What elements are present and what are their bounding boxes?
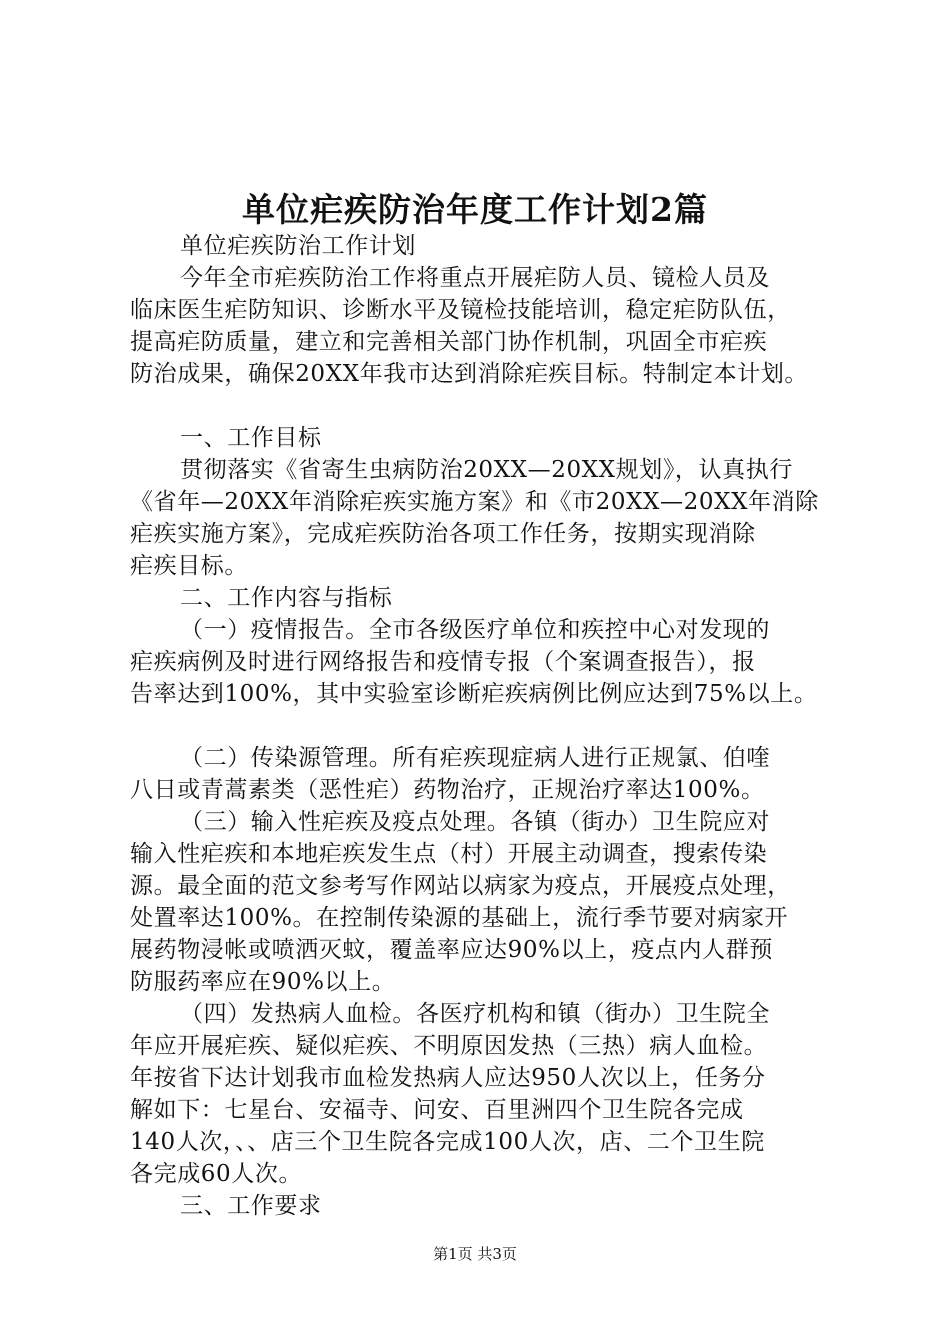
text-line: 一、工作目标 xyxy=(180,425,322,451)
text-line: 临床医生疟防知识、诊断水平及镜检技能培训，稳定疟防队伍， xyxy=(130,297,791,323)
text-line: 三、工作要求 xyxy=(180,1193,322,1219)
text-line: （四）发热病人血检。各医疗机构和镇（街办）卫生院全 xyxy=(180,1001,770,1027)
text-line: 源。最全面的范文参考写作网站以病家为疫点，开展疫点处理， xyxy=(130,873,791,899)
page-footer: 第1页 共3页 xyxy=(433,1245,517,1263)
text-line: （二）传染源管理。所有疟疾现症病人进行正规氯、伯喹 xyxy=(180,745,770,771)
text-line: 疟疾病例及时进行网络报告和疫情专报（个案调查报告），报 xyxy=(130,649,756,675)
text-line: 提高疟防质量，建立和完善相关部门协作机制，巩固全市疟疾 xyxy=(130,329,768,355)
text-line: 各完成60人次。 xyxy=(130,1161,303,1187)
text-line: 处置率达100%。在控制传染源的基础上，流行季节要对病家开 xyxy=(130,905,789,931)
text-line: （一）疫情报告。全市各级医疗单位和疾控中心对发现的 xyxy=(180,617,770,643)
text-line: 输入性疟疾和本地疟疾发生点（村）开展主动调查，搜索传染 xyxy=(130,841,768,867)
text-line: 疟疾实施方案》，完成疟疾防治各项工作任务，按期实现消除 xyxy=(130,521,756,547)
text-line: 140人次，、、店三个卫生院各完成100人次，店、二个卫生院 xyxy=(130,1129,765,1155)
text-line: 年按省下达计划我市血检发热病人应达950人次以上，任务分 xyxy=(130,1065,766,1091)
text-line: （三）输入性疟疾及疫点处理。各镇（街办）卫生院应对 xyxy=(180,809,770,835)
text-line: 八日或青蒿素类（恶性疟）药物治疗，正规治疗率达100%。 xyxy=(130,777,765,803)
text-line: 今年全市疟疾防治工作将重点开展疟防人员、镜检人员及 xyxy=(180,265,770,291)
document-title: 单位疟疾防治年度工作计划2篇 xyxy=(242,190,708,229)
text-line: 二、工作内容与指标 xyxy=(180,585,393,611)
text-line: 单位疟疾防治工作计划 xyxy=(180,233,416,259)
text-line: 《省年—20XX年消除疟疾实施方案》和《市20XX—20XX年消除 xyxy=(130,489,819,515)
text-line: 展药物浸帐或喷洒灭蚊，覆盖率应达90%以上，疫点内人群预 xyxy=(130,937,773,963)
text-line: 年应开展疟疾、疑似疟疾、不明原因发热（三热）病人血检。 xyxy=(130,1033,768,1059)
text-line: 解如下：七星台、安福寺、问安、百里洲四个卫生院各完成 xyxy=(130,1097,744,1123)
text-line: 疟疾目标。 xyxy=(130,553,248,579)
text-line: 防服药率应在90%以上。 xyxy=(130,969,396,995)
text-line: 告率达到100%，其中实验室诊断疟疾病例比例应达到75%以上。 xyxy=(130,681,818,707)
text-line: 防治成果，确保20XX年我市达到消除疟疾目标。特制定本计划。 xyxy=(130,361,809,387)
text-line: 贯彻落实《省寄生虫病防治20XX—20XX规划》，认真执行 xyxy=(180,457,793,483)
